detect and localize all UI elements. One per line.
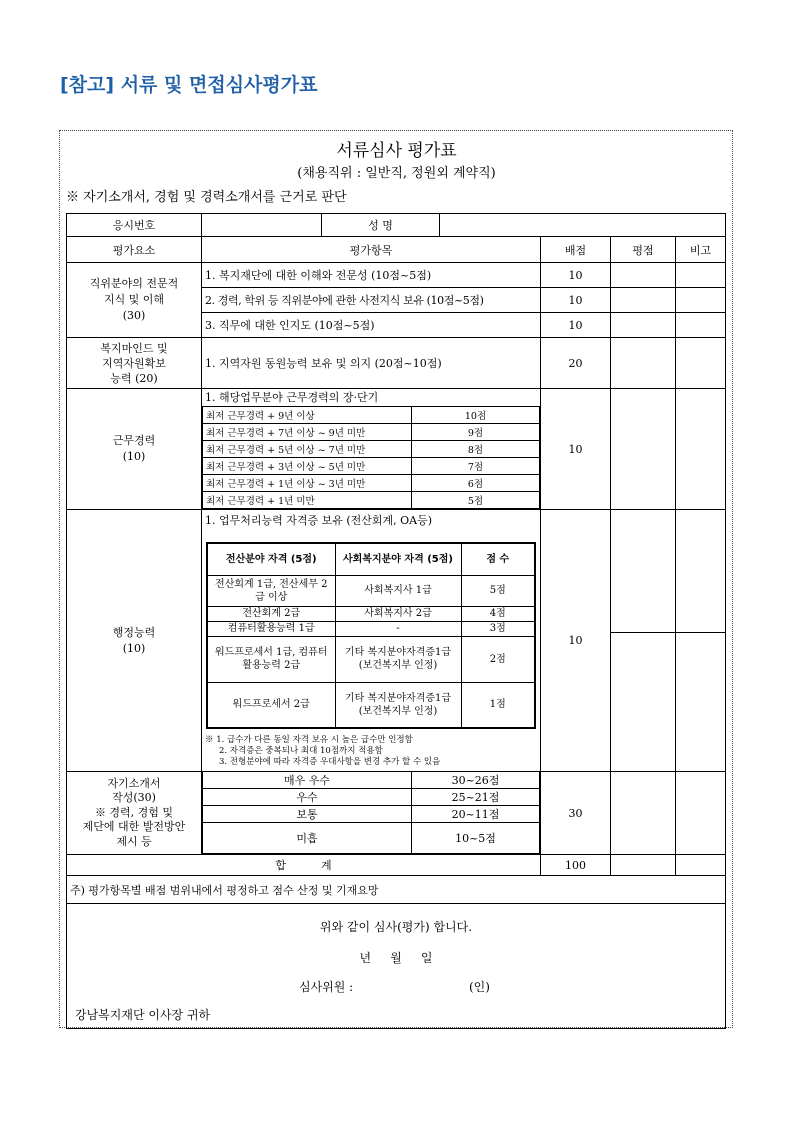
admin-cell	[202, 510, 541, 772]
name-label: 성 명	[322, 214, 440, 237]
admin-item: 1. 업무처리능력 자격증 보유 (전산회계, OA등)	[205, 514, 433, 527]
evaluation-table	[66, 213, 726, 1029]
header-element: 평가요소	[67, 237, 202, 263]
examiner-label: 심사위원 :	[299, 980, 354, 994]
expertise-rating-2[interactable]	[611, 288, 676, 313]
expertise-rating-3[interactable]	[611, 313, 676, 338]
header-score: 배점	[541, 237, 611, 263]
total-rating[interactable]	[611, 855, 676, 876]
seal-mark: (인)	[469, 980, 490, 994]
header-remark: 비고	[676, 237, 726, 263]
mind-item: 1. 지역자원 동원능력 보유 및 의지 (20점~10점)	[202, 338, 541, 389]
exam-number-field[interactable]	[202, 214, 322, 237]
intro-rating[interactable]	[611, 772, 676, 855]
career-row: 최저 근무경력 + 5년 이상 ~ 7년 미만 8점	[203, 441, 540, 458]
expertise-item-2: 2. 경력, 학위 등 직위분야에 관한 사전지식 보유 (10점~5점)	[202, 288, 541, 313]
closing-statement: 위와 같이 심사(평가) 합니다.	[319, 920, 473, 934]
career-rating[interactable]	[611, 389, 676, 510]
expertise-remark-3[interactable]	[676, 313, 726, 338]
table-header	[67, 237, 726, 263]
career-row: 최저 근무경력 + 1년 미만 5점	[203, 492, 540, 509]
expertise-score-3: 10	[541, 313, 611, 338]
intro-grade-row: 보통 20~11점	[203, 806, 540, 823]
certificate-row: 워드프로세서 2급 기타 복지분야자격증1급 (보건복지부 인정) 1점	[207, 682, 535, 728]
certificate-row: 컴퓨터활용능력 1급 - 3점	[207, 621, 535, 636]
expertise-remark-2[interactable]	[676, 288, 726, 313]
intro-grade-row: 우수 25~21점	[203, 789, 540, 806]
intro-grade-row: 미흡 10~5점	[203, 823, 540, 854]
date-line: 년 월 일	[359, 951, 433, 965]
expertise-item-1: 1. 복지재단에 대한 이해와 전문성 (10점~5점)	[202, 263, 541, 288]
footnote: 주) 평가항목별 배점 범위내에서 평정하고 점수 산정 및 기재요망	[67, 876, 726, 904]
form-title: 서류심사 평가표	[336, 141, 457, 161]
career-item: 1. 해당업무분야 근무경력의 장·단기	[205, 391, 379, 404]
expertise-score-2: 10	[541, 288, 611, 313]
certificate-table	[206, 542, 536, 729]
career-row: 최저 근무경력 + 7년 이상 ~ 9년 미만 9점	[203, 424, 540, 441]
career-row: 최저 근무경력 + 1년 이상 ~ 3년 미만 6점	[203, 475, 540, 492]
name-field[interactable]	[440, 214, 726, 237]
total-remark[interactable]	[676, 855, 726, 876]
career-row: 최저 근무경력 + 9년 이상 10점	[203, 407, 540, 424]
exam-number-label: 응시번호	[67, 214, 202, 237]
expertise-score-1: 10	[541, 263, 611, 288]
admin-remark[interactable]	[676, 510, 726, 772]
expertise-label: 직위분야의 전문적 지식 및 이해 (30)	[67, 263, 202, 338]
intro-grade-table	[202, 772, 540, 854]
admin-notes: ※ 1. 급수가 다른 동일 자격 보유 시 높은 급수만 인정함 2. 자격증은 중복되나 최대 10점까지 적용함 3. 전형분야에 따라 자격증 우대사항을 변경 추가 할 수 있음	[205, 735, 441, 767]
career-table	[202, 406, 540, 509]
certificate-row: 워드프로세서 1급, 컴퓨터활용능력 2급 기타 복지분야자격증1급 (보건복지부 인정) 2점	[207, 636, 535, 682]
career-cell	[202, 389, 541, 510]
form-note: ※ 자기소개서, 경험 및 경력소개서를 근거로 판단	[66, 190, 347, 205]
mind-label: 복지마인드 및 지역자원확보 능력 (20)	[67, 338, 202, 389]
form-subtitle: (채용직위 : 일반직, 정원외 계약직)	[297, 166, 496, 181]
intro-cell	[202, 772, 541, 855]
page-heading: [참고] 서류 및 면접심사평가표	[60, 74, 318, 96]
mind-remark[interactable]	[676, 338, 726, 389]
header-rating: 평점	[611, 237, 676, 263]
closing-block	[67, 904, 726, 1029]
career-score: 10	[541, 389, 611, 510]
intro-remark[interactable]	[676, 772, 726, 855]
intro-label: 자기소개서 작성(30) ※ 경력, 경험 및 제단에 대한 발전방안 제시 등	[67, 772, 202, 855]
mind-score: 20	[541, 338, 611, 389]
certificate-header: 전산분야 자격 (5점) 사회복지분야 자격 (5점) 점 수	[207, 543, 535, 575]
intro-grade-row: 매우 우수 30~26점	[203, 772, 540, 789]
career-label: 근무경력 (10)	[67, 389, 202, 510]
total-score: 100	[541, 855, 611, 876]
addressee: 강남복지재단 이사장 귀하	[75, 1008, 211, 1022]
expertise-item-3: 3. 직무에 대한 인지도 (10점~5점)	[202, 313, 541, 338]
expertise-rating-1[interactable]	[611, 263, 676, 288]
header-item: 평가항목	[202, 237, 541, 263]
admin-score: 10	[541, 510, 611, 772]
total-label: 합 계	[67, 855, 541, 876]
admin-label: 행정능력 (10)	[67, 510, 202, 772]
certificate-row: 전산회계 2급 사회복지사 2급 4점	[207, 606, 535, 621]
admin-rating[interactable]	[611, 510, 676, 772]
intro-score: 30	[541, 772, 611, 855]
career-row: 최저 근무경력 + 3년 이상 ~ 5년 미만 7점	[203, 458, 540, 475]
mind-rating[interactable]	[611, 338, 676, 389]
career-remark[interactable]	[676, 389, 726, 510]
expertise-remark-1[interactable]	[676, 263, 726, 288]
certificate-row: 전산회계 1급, 전산세무 2급 이상 사회복지사 1급 5점	[207, 575, 535, 606]
